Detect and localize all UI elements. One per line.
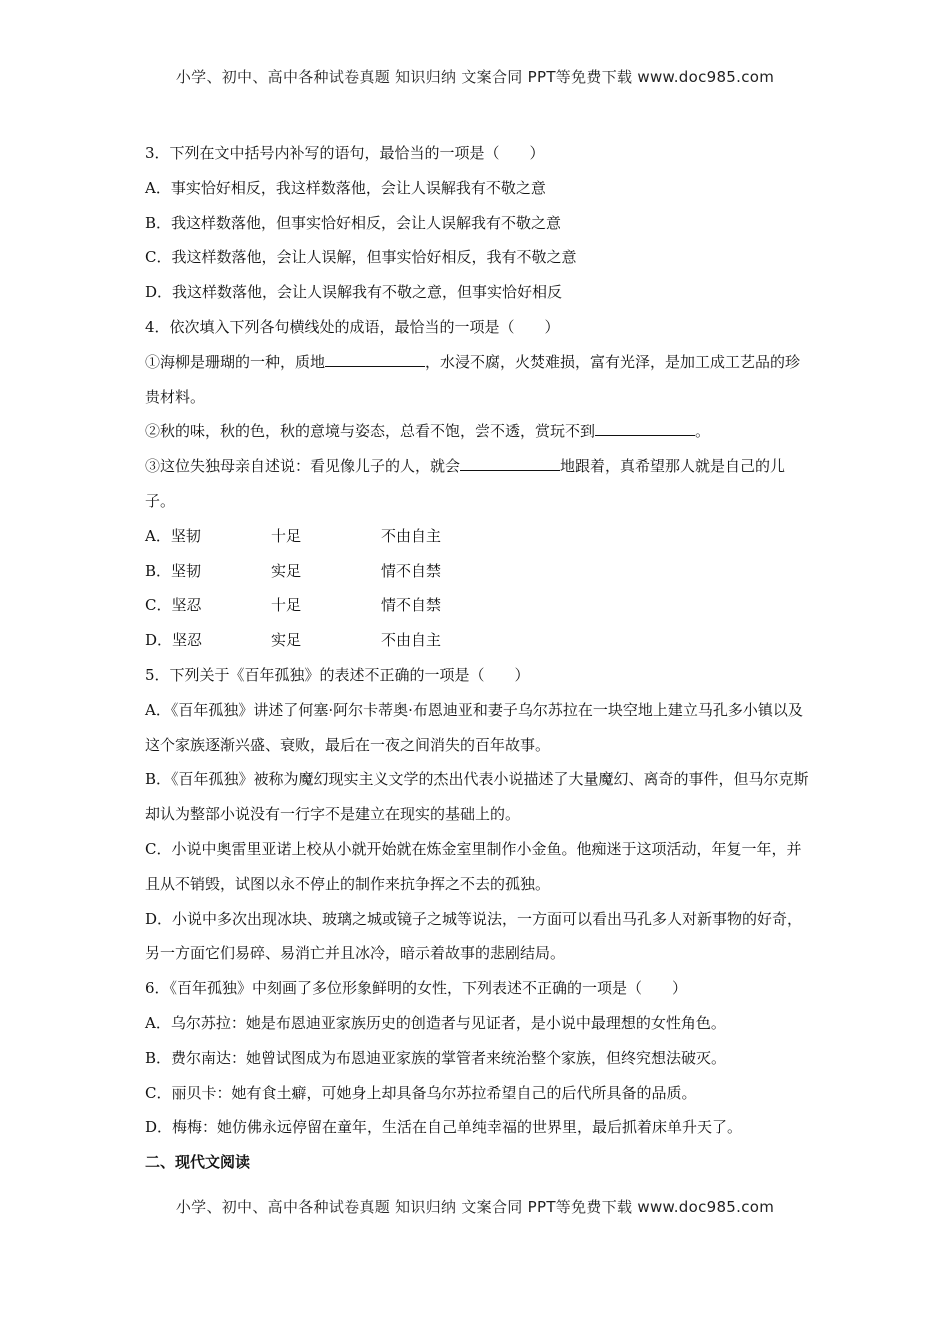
fill-blank-3: [460, 455, 560, 471]
question-4-option-a: [145, 519, 810, 554]
question-4-stem: 4．依次填入下列各句横线处的成语，最恰当的一项是（ ）: [145, 317, 560, 336]
question-4-option-d: [145, 623, 810, 658]
option-d-word-1: D．坚忍: [145, 631, 203, 650]
section-heading-modern-reading: 二、现代文阅读: [145, 1153, 251, 1172]
sentence-1-after: ，水浸不腐，火焚难损，富有光泽，是加工成工艺品的珍贵材料。: [145, 352, 801, 406]
question-4-option-b: [145, 554, 810, 589]
sentence-2-before: ②秋的味，秋的色，秋的意境与姿态，总看不饱，尝不透，赏玩不到: [145, 422, 596, 441]
question-4-sentence-1: [145, 345, 810, 415]
question-5-option-d: D．小说中多次出现冰块、玻璃之城或镜子之城等说法，一方面可以看出马孔多人对新事物的好奇，另一方面它们易碎、易消亡并且冰冷，暗示着故事的悲剧结局。: [145, 909, 803, 963]
question-3-stem: 3．下列在文中括号内补写的语句，最恰当的一项是（ ）: [145, 144, 545, 162]
option-d-word-3: 不由自主: [381, 631, 442, 650]
option-b-word-3: 情不自禁: [381, 561, 442, 580]
option-a-word-3: 不由自主: [381, 526, 442, 545]
question-5-option-b: B．《百年孤独》被称为魔幻现实主义文学的杰出代表小说描述了大量魔幻、离奇的事件，但马尔克斯却认为整部小说没有一行字不是建立在现实的基础上的。: [145, 770, 809, 824]
question-3-option-c: C．我这样数落他，会让人误解，但事实恰好相反，我有不敬之意: [145, 248, 577, 267]
question-6-option-c: C．丽贝卡：她有食土癖，可她身上却具备乌尔苏拉希望自己的后代所具备的品质。: [145, 1083, 697, 1102]
question-4-option-c: [145, 588, 810, 623]
option-b-word-2: 实足: [271, 561, 302, 580]
option-a-word-2: 十足: [271, 526, 302, 545]
option-c-word-1: C．坚忍: [145, 596, 202, 615]
page-header: 小学、初中、高中各种试卷真题 知识归纳 文案合同 PPT等免费下载 www.doc985.com: [175, 68, 775, 86]
option-d-word-2: 实足: [271, 631, 302, 650]
question-3-option-b: B．我这样数落他，但事实恰好相反，会让人误解我有不敬之意: [145, 213, 562, 232]
sentence-2-after: 。: [695, 422, 711, 441]
question-3-option-d: D．我这样数落他，会让人误解我有不敬之意，但事实恰好相反: [145, 283, 563, 302]
page-footer: 小学、初中、高中各种试卷真题 知识归纳 文案合同 PPT等免费下载 www.doc985.com: [175, 1198, 775, 1216]
question-6-option-d: D．梅梅：她仿佛永远停留在童年，生活在自己单纯幸福的世界里，最后抓着床单升天了。: [145, 1118, 743, 1137]
question-5-option-a: A．《百年孤独》讲述了何塞·阿尔卡蒂奥·布恩迪亚和妻子乌尔苏拉在一块空地上建立马孔多小镇以及这个家族逐渐兴盛、衰败，最后在一夜之间消失的百年故事。: [145, 700, 803, 754]
option-c-word-3: 情不自禁: [381, 596, 442, 615]
question-4-sentence-2: [145, 414, 810, 449]
document-body: [145, 136, 810, 1180]
question-5-option-c: C．小说中奥雷里亚诺上校从小就开始就在炼金室里制作小金鱼。他痴迷于这项活动，年复一年，并且从不销毁，试图以永不停止的制作来抗争挥之不去的孤独。: [145, 839, 802, 893]
question-6-option-a: A．乌尔苏拉：她是布恩迪亚家族历史的创造者与见证者，是小说中最理想的女性角色。: [145, 1013, 726, 1032]
question-6-option-b: B．费尔南达：她曾试图成为布恩迪亚家族的掌管者来统治整个家族，但终究想法破灭。: [145, 1048, 727, 1067]
fill-blank-1: [325, 351, 425, 367]
question-4-sentence-3: [145, 449, 810, 519]
option-a-word-1: A．坚韧: [145, 526, 201, 545]
question-5-stem: 5．下列关于《百年孤独》的表述不正确的一项是（ ）: [145, 665, 530, 684]
sentence-3-after: 地跟着，真希望那人就是自己的儿子。: [145, 457, 786, 510]
question-3-option-a: A．事实恰好相反，我这样数落他，会让人误解我有不敬之意: [145, 178, 546, 197]
question-6-stem: 6．《百年孤独》中刻画了多位形象鲜明的女性，下列表述不正确的一项是（ ）: [145, 979, 688, 998]
sentence-3-before: ③这位失独母亲自述说：看见像儿子的人，就会: [145, 457, 461, 476]
fill-blank-2: [595, 420, 695, 436]
sentence-1-before: ①海柳是珊瑚的一种，质地: [145, 352, 326, 371]
option-c-word-2: 十足: [271, 596, 302, 615]
option-b-word-1: B．坚韧: [145, 561, 202, 580]
